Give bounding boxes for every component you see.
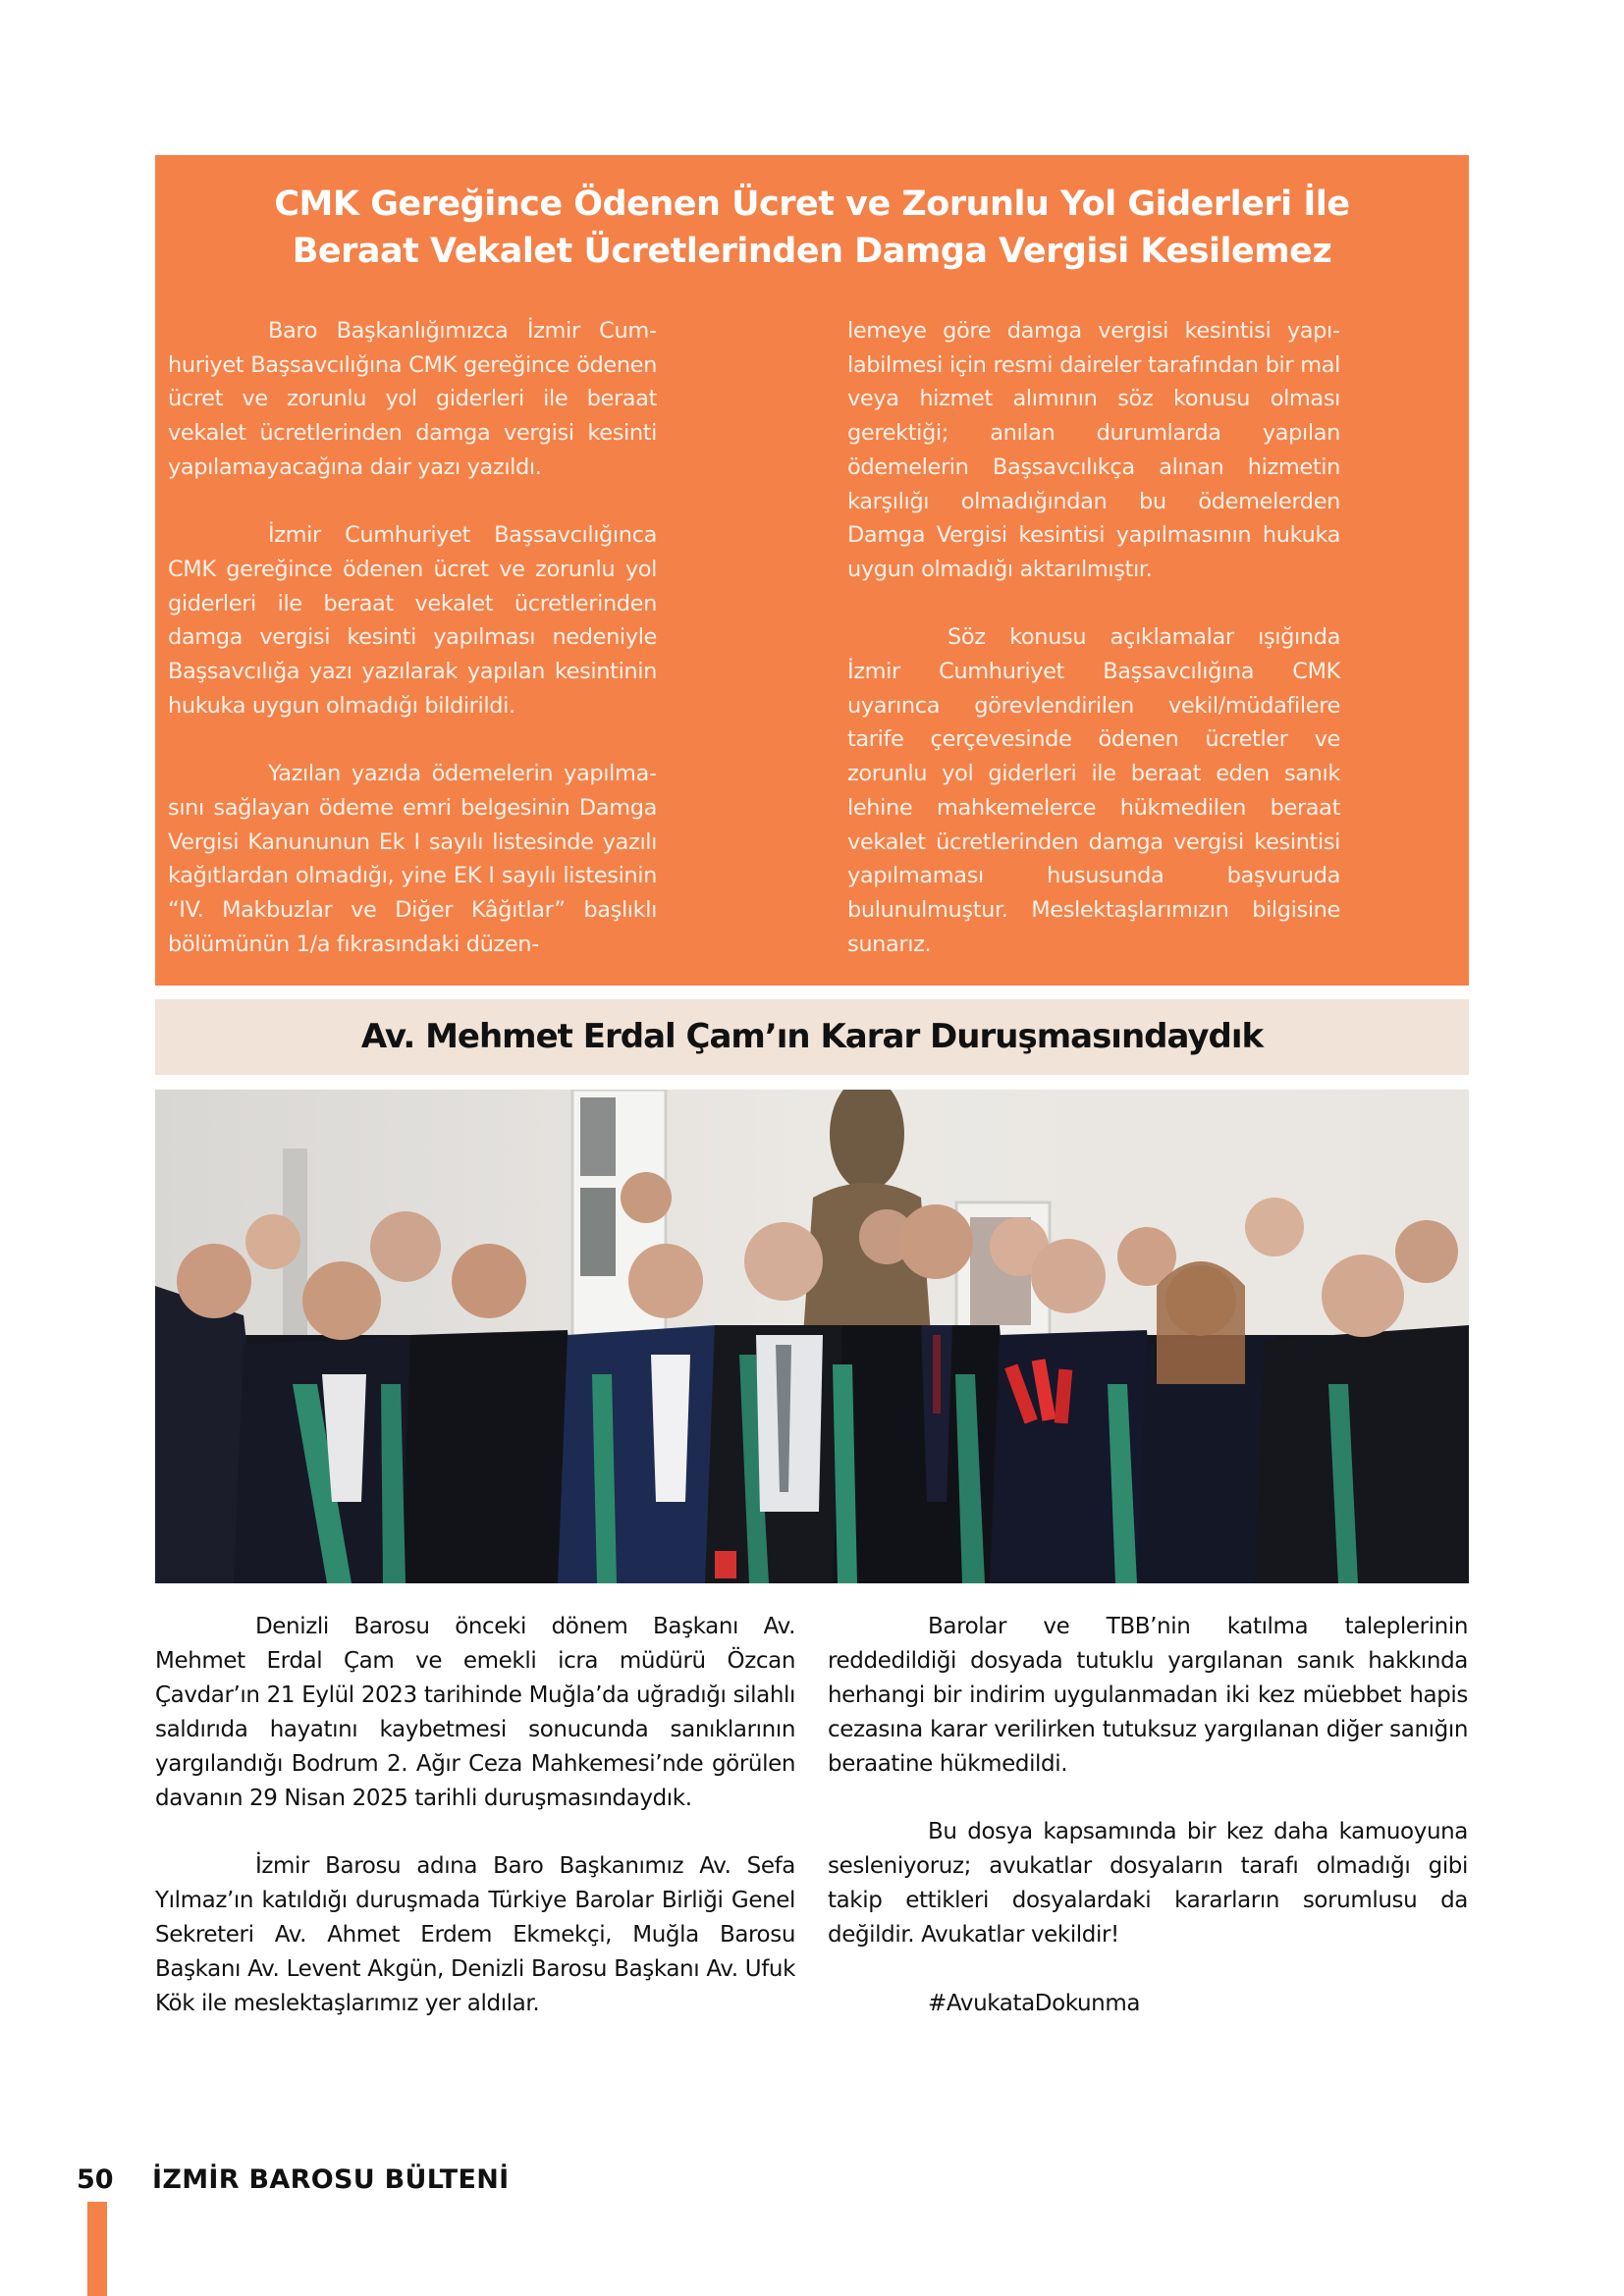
article-column-right	[847, 314, 1340, 961]
hashtag: #AvukataDokunma	[928, 1990, 1141, 2016]
article-cmk-damga-vergisi	[155, 155, 1469, 986]
article-column-right	[828, 1610, 1468, 2056]
article-column-left	[168, 314, 657, 961]
publication-name: İZMİR BAROSU BÜLTENİ	[152, 2164, 510, 2195]
article-title: Av. Mehmet Erdal Çam’ın Karar Duruşmasındaydık	[360, 1017, 1264, 1056]
paragraph: Barolar ve TBB’nin katılma taleplerinin reddedildiği dosyada tutuklu yargılanan sanık hakkında herhangi bir indirim uygulanmadan iki kez müebbet hapis cezasına karar verilirken tutuksuz yargılanan diğer sanığın beraatine hükmedildi.	[828, 1614, 1468, 1777]
paragraph: Denizli Barosu önceki dönem Başkanı Av. Mehmet Erdal Çam ve emekli icra müdürü Özcan Çavdar’ın 21 Eylül 2023 tarihinde Muğla’da uğradığı silahlı saldırıda hayatını kaybetmesi sonucunda sanıklarının yargılandığı Bodrum 2. Ağır Ceza Mahkemesi’nde görülen davanın 29 Nisan 2025 tarihli duruşmasındaydık.	[155, 1614, 795, 1811]
article-title	[155, 181, 1469, 275]
paragraph: Bu dosya kapsamında bir kez daha kamuoyuna sesleniyoruz; avukatlar dosyaların tarafı olmadığı gibi takip ettikleri dosyalardaki kararların sorumlusu da değildir. Avukatlar vekildir!	[828, 1819, 1468, 1949]
article-title-line-2: Beraat Vekalet Ücretlerinden Damga Vergisi Kesilemez	[292, 232, 1332, 271]
paragraph: İzmir Barosu adına Baro Başkanımız Av. Sefa Yılmaz’ın katıldığı duruşmada Türkiye Barolar Birliği Genel Sekreteri Av. Ahmet Erdem Ekmekçi, Muğla Barosu Başkanı Av. Levent Akgün, Denizli Barosu Başkanı Av. Ufuk Kök ile meslektaşlarımız yer aldılar.	[155, 1853, 795, 2016]
paragraph: Yazılan yazıda ödemelerin yapılmasını sağlayan ödeme emri belgesinin Damga Vergisi Kanununun Ek I sayılı listesinde yazılı kağıtlardan olmadığı, yine EK I sayılı listesinin “IV. Makbuzlar ve Diğer Kâğıtlar” başlıklı bölümünün 1/a fıkrasındaki düzen-	[168, 761, 657, 957]
group-photo	[155, 1090, 1469, 1583]
article-title-line-1: CMK Gereğince Ödenen Ücret ve Zorunlu Yol Giderleri İle	[274, 185, 1350, 224]
page-number: 50	[77, 2164, 114, 2195]
group-photo-illustration	[155, 1090, 1469, 1583]
paragraph: Baro Başkanlığımızca İzmir Cumhuriyet Başsavcılığına CMK gereğince ödenen ücret ve zorunlu yol giderleri ile beraat vekalet ücretlerinden damga vergisi kesinti yapılamayacağına dair yazı yazıldı.	[168, 318, 657, 480]
article-header-bar	[155, 999, 1469, 1075]
paragraph: Söz konusu açıklamalar ışığında İzmir Cumhuriyet Başsavcılığına CMK uyarınca görevlendirilen vekil/müdafilere tarife çerçevesinde ödenen ücretler ve zorunlu yol giderleri ile beraat eden sanık lehine mahkemelerce hükmedilen beraat vekalet ücretlerinden damga vergisi kesintisi yapılmaması hususunda başvuruda bulunulmuştur. Meslektaşlarımızın bilgisine sunarız.	[847, 624, 1340, 957]
paragraph: İzmir Cumhuriyet Başsavcılığınca CMK gereğince ödenen ücret ve zorunlu yol giderleri ile beraat vekalet ücretlerinden damga vergisi kesinti yapılması nedeniyle Başsavcılığa yazı yazılarak yapılan kesintinin hukuka uygun olmadığı bildirildi.	[168, 522, 657, 719]
paragraph: lemeye göre damga vergisi kesintisi yapılabilmesi için resmi daireler tarafından bir mal veya hizmet alımının söz konusu olması gerektiği; anılan durumlarda yapılan ödemelerin Başsavcılıkça alınan hizmetin karşılığı olmadığından bu ödemelerden Damga Vergisi kesintisi yapılmasının hukuka uygun olmadığı aktarılmıştır.	[847, 318, 1340, 582]
accent-bar	[87, 2202, 107, 2296]
article-column-left	[155, 1610, 795, 2056]
